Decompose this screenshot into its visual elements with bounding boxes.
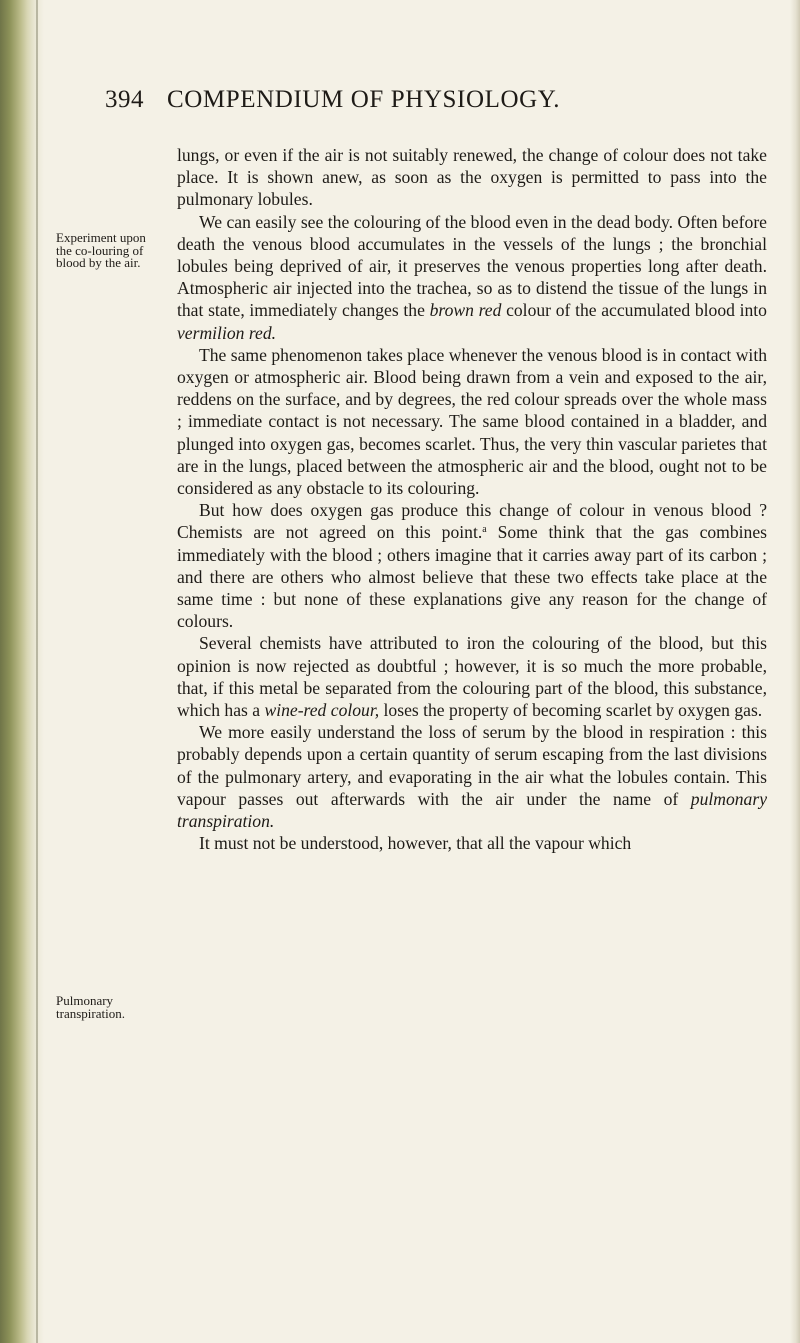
page-number: 394 [105,86,144,113]
page-edge-shadow [790,0,800,1343]
emphasis: pulmonary transpiration. [177,788,767,832]
paragraph: We can easily see the colouring of the blood even in the dead body. Often before death the venous blood accumulates in the vessels of the lungs ; the bronchial lobules being deprived of air, it preserves the venous properties long after death. Atmospheric air injected into the trachea, so as to distend the tissue of the lungs in that state, immediately changes the brown red colour of the accumulated blood into vermilion red. [177,211,767,343]
paragraph: The same phenomenon takes place whenever the venous blood is in contact with oxygen or atmospheric air. Blood being drawn from a vein and exposed to the air, reddens on the surface, and by degrees, the red colour spreads over the whole mass ; immediate contact is not necessary. The same blood contained in a bladder, and plunged into oxygen gas, becomes scarlet. Thus, the very thin vascular parietes that are in the lungs, placed between the atmospheric air and the blood, ought not to be considered as any obstacle to its colouring. [177,344,767,499]
emphasis: wine-red colour, [264,700,380,721]
paragraph: But how does oxygen gas produce this change of colour in venous blood ? Chemists are not agreed on this point.$^a$ Some think that the gas combines immediately with the blood ; others imagine that it carries away part of its carbon ; and there are others who almost believe that these two effects take place at the same time : but none of these explanations give any reason for the change of colours. [177,500,767,632]
paragraph: lungs, or even if the air is not suitably renewed, the change of colour does not take place. It is shown anew, as soon as the oxygen is permitted to pass into the pulmonary lobules. [177,145,767,210]
emphasis: brown red [429,300,502,321]
book-binding-shadow [0,0,44,1343]
body-text [177,144,767,855]
margin-note-pulmonary-transpiration: Pulmonary transpiration. [56,993,125,1021]
margin-note-experiment: Experiment upon the co-louring of blood by the air. [56,230,146,270]
footnote-marker: a [482,524,487,536]
paragraph: We more easily understand the loss of serum by the blood in respiration : this probably depends upon a certain quantity of serum escaping from the last divisions of the pulmonary artery, and evaporating in the air what the lobules contain. This vapour passes out afterwards with the air under the name of pulmonary transpiration. [177,722,767,832]
emphasis: vermilion red. [177,322,277,343]
paragraph: Several chemists have attributed to iron the colouring of the blood, but this opinion is now rejected as doubtful ; however, it is so much the more probable, that, if this metal be separated from the colouring part of the blood, this substance, which has a wine-red colour, loses the property of becoming scarlet by oxygen gas. [177,633,767,721]
page-header [105,86,795,122]
paragraph: It must not be understood, however, that all the vapour which [199,833,632,854]
running-title: COMPENDIUM OF PHYSIOLOGY. [167,86,561,113]
